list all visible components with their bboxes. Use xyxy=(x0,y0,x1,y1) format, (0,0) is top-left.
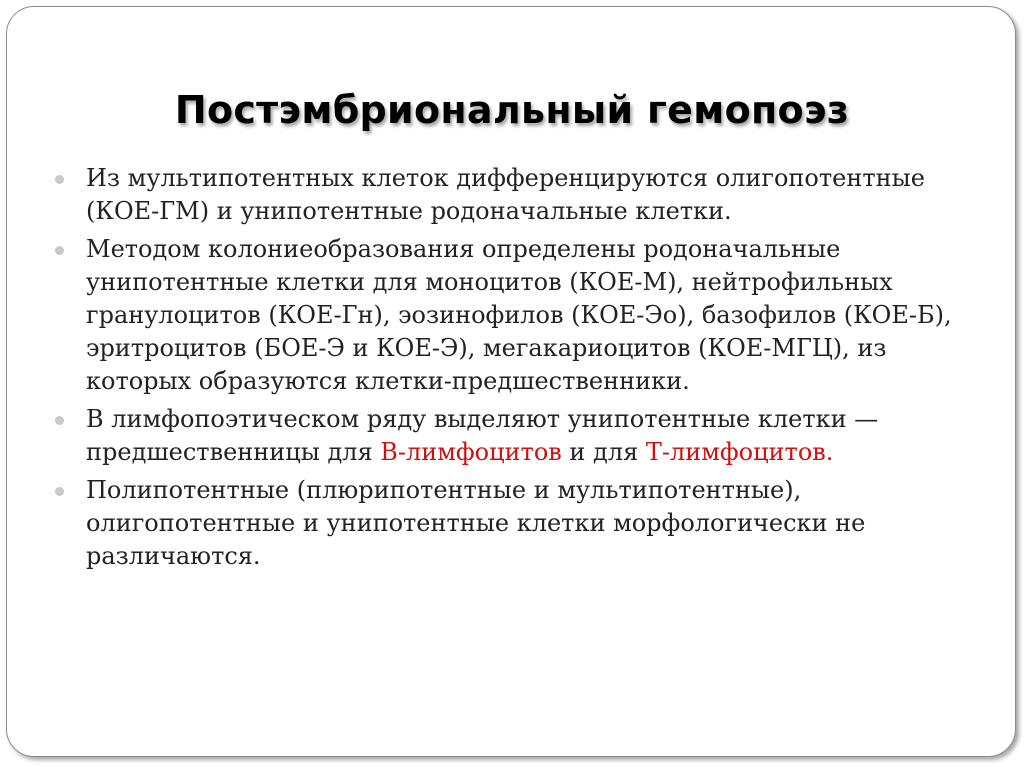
bullet-dot-icon xyxy=(55,175,64,184)
bullet-text: Из мультипотентных клеток дифференцируются олигопотентные (КОЕ-ГМ) и унипотентные родоначальные клетки. xyxy=(86,164,925,225)
slide-title: Постэмбриональный гемопоэз xyxy=(174,88,850,132)
bullet-item xyxy=(86,233,956,398)
bullet-item xyxy=(86,474,956,573)
b-lymphocytes-highlight: В-лимфоцитов xyxy=(380,438,562,466)
bullet-text-part: и для xyxy=(561,438,646,466)
bullet-text-part: В лимфопоэтическом ряду выделяют унипотентные клетки — предшественницы для xyxy=(86,405,879,466)
bullet-text: Полипотентные (плюрипотентные и мультипотентные), олигопотентные и унипотентные клетки морфологически не различаются. xyxy=(86,476,866,570)
bullet-text: Методом колониеобразования определены родоначальные унипотентные клетки для моноцитов (КОЕ-М), нейтрофильных гранулоцитов (КОЕ-Гн), эозинофилов (КОЕ-Эо), базофилов (КОЕ-Б), эритроцитов (БОЕ-Э и КОЕ-Э), мегакариоцитов (КОЕ-МГЦ), из которых образуются клетки-предшественники. xyxy=(86,235,952,395)
t-lymphocytes-highlight: Т-лимфоцитов. xyxy=(645,438,834,466)
bullet-dot-icon xyxy=(55,416,64,425)
bullet-item xyxy=(86,403,956,469)
bullet-dot-icon xyxy=(55,487,64,496)
bullet-dot-icon xyxy=(55,246,64,255)
bullet-list xyxy=(86,162,956,578)
bullet-item xyxy=(86,162,956,228)
